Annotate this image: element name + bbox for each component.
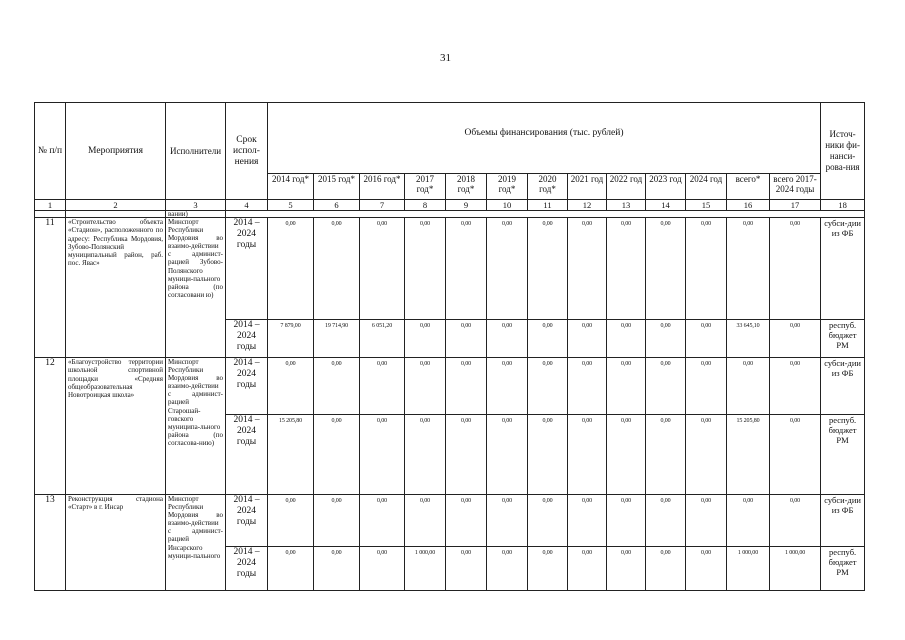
value-cell: 0,00 xyxy=(686,358,727,415)
header-total-range: всего 2017-2024 годы xyxy=(770,174,821,200)
value-cell: 0,00 xyxy=(646,415,686,495)
header-num: № п/п xyxy=(35,103,66,200)
source-cell: респуб. бюджет РМ xyxy=(821,320,865,358)
value-cell: 0,00 xyxy=(487,547,528,591)
value-cell: 0,00 xyxy=(686,218,727,320)
header-year: 2023 год xyxy=(646,174,686,200)
value-cell: 1 000,00 xyxy=(770,547,821,591)
value-cell: 0,00 xyxy=(446,547,487,591)
executor-cell: Минспорт Республики Мордовия во взаимо-действии с админист-рацией Старошай-говского муниципа-льного района (по согласова-нию) xyxy=(166,358,226,495)
value-cell: 0,00 xyxy=(314,218,360,320)
value-cell: 0,00 xyxy=(446,218,487,320)
measure-cell: «Строительство объекта «Стадион», расположенного по адресу: Республика Мордовия, Зубово-Полянский муниципальный район, раб. пос. Явас» xyxy=(66,218,166,358)
header-measures: Мероприятия xyxy=(66,103,166,200)
value-cell: 0,00 xyxy=(405,218,446,320)
executor-cell: Минспорт Республики Мордовия во взаимо-действии с админист-рацией Зубово-Полянского муници-пального района (по согласовани ю) xyxy=(166,218,226,358)
value-cell: 0,00 xyxy=(446,358,487,415)
value-cell: 0,00 xyxy=(568,495,607,547)
column-number: 13 xyxy=(607,200,646,211)
value-cell: 0,00 xyxy=(607,218,646,320)
value-cell: 0,00 xyxy=(607,495,646,547)
value-cell: 0,00 xyxy=(686,547,727,591)
value-cell: 33 645,10 xyxy=(727,320,770,358)
column-number: 10 xyxy=(487,200,528,211)
value-cell: 0,00 xyxy=(360,547,405,591)
value-cell: 1 000,00 xyxy=(405,547,446,591)
value-cell: 0,00 xyxy=(646,320,686,358)
header-year: 2020 год* xyxy=(528,174,568,200)
value-cell: 0,00 xyxy=(268,218,314,320)
value-cell: 0,00 xyxy=(528,358,568,415)
header-executors: Исполнители xyxy=(166,103,226,200)
header-year: 2016 год* xyxy=(360,174,405,200)
value-cell: 0,00 xyxy=(314,495,360,547)
column-number: 9 xyxy=(446,200,487,211)
column-number: 1 xyxy=(35,200,66,211)
value-cell: 6 051,20 xyxy=(360,320,405,358)
source-cell: респуб. бюджет РМ xyxy=(821,547,865,591)
header-volumes: Объемы финансирования (тыс. рублей) xyxy=(268,103,821,174)
value-cell: 7 879,00 xyxy=(268,320,314,358)
table-row xyxy=(35,495,865,547)
header-year: 2021 год xyxy=(568,174,607,200)
value-cell: 0,00 xyxy=(770,358,821,415)
value-cell: 0,00 xyxy=(487,320,528,358)
header-term: Срок испол-нения xyxy=(226,103,268,200)
value-cell: 0,00 xyxy=(314,415,360,495)
value-cell: 0,00 xyxy=(727,358,770,415)
value-cell: 0,00 xyxy=(528,320,568,358)
column-number: 8 xyxy=(405,200,446,211)
row-number: 13 xyxy=(35,495,66,591)
row-number: 11 xyxy=(35,218,66,358)
column-number: 6 xyxy=(314,200,360,211)
value-cell: 0,00 xyxy=(314,358,360,415)
value-cell: 0,00 xyxy=(607,547,646,591)
value-cell: 0,00 xyxy=(487,495,528,547)
value-cell: 15 205,80 xyxy=(727,415,770,495)
value-cell: 0,00 xyxy=(314,547,360,591)
value-cell: 0,00 xyxy=(607,358,646,415)
value-cell: 0,00 xyxy=(487,358,528,415)
value-cell: 0,00 xyxy=(360,495,405,547)
value-cell: 0,00 xyxy=(528,415,568,495)
value-cell: 0,00 xyxy=(686,415,727,495)
term-cell: 2014 – 2024 годы xyxy=(226,495,268,547)
value-cell: 0,00 xyxy=(770,415,821,495)
value-cell: 0,00 xyxy=(405,495,446,547)
continuation-text: вании) xyxy=(166,211,226,218)
source-cell: субси-дии из ФБ xyxy=(821,495,865,547)
value-cell: 0,00 xyxy=(568,358,607,415)
page-number: 31 xyxy=(440,52,451,64)
financing-table xyxy=(34,102,865,591)
column-number: 2 xyxy=(66,200,166,211)
header-year: 2024 год xyxy=(686,174,727,200)
header-year: 2019 год* xyxy=(487,174,528,200)
value-cell: 0,00 xyxy=(646,358,686,415)
column-number: 14 xyxy=(646,200,686,211)
term-cell: 2014 – 2024 годы xyxy=(226,547,268,591)
value-cell: 0,00 xyxy=(770,320,821,358)
row-number: 12 xyxy=(35,358,66,495)
header-year: 2018 год* xyxy=(446,174,487,200)
column-number: 15 xyxy=(686,200,727,211)
header-year: 2017 год* xyxy=(405,174,446,200)
source-cell: субси-дии из ФБ xyxy=(821,218,865,320)
value-cell: 0,00 xyxy=(446,320,487,358)
value-cell: 0,00 xyxy=(568,547,607,591)
value-cell: 0,00 xyxy=(360,218,405,320)
column-number: 4 xyxy=(226,200,268,211)
value-cell: 0,00 xyxy=(686,320,727,358)
value-cell: 0,00 xyxy=(528,495,568,547)
value-cell: 0,00 xyxy=(528,547,568,591)
executor-cell: Минспорт Республики Мордовия во взаимо-действии с админист-рацией Инсарского муници-пального xyxy=(166,495,226,591)
value-cell: 0,00 xyxy=(487,218,528,320)
value-cell: 0,00 xyxy=(487,415,528,495)
value-cell: 0,00 xyxy=(268,547,314,591)
value-cell: 15 205,80 xyxy=(268,415,314,495)
value-cell: 0,00 xyxy=(568,415,607,495)
header-year: 2015 год* xyxy=(314,174,360,200)
column-number: 12 xyxy=(568,200,607,211)
value-cell: 0,00 xyxy=(446,495,487,547)
term-cell: 2014 – 2024 годы xyxy=(226,415,268,495)
value-cell: 0,00 xyxy=(646,495,686,547)
header-year: 2014 год* xyxy=(268,174,314,200)
value-cell: 0,00 xyxy=(646,547,686,591)
header-total: всего* xyxy=(727,174,770,200)
table-row xyxy=(35,358,865,415)
column-number: 18 xyxy=(821,200,865,211)
value-cell: 0,00 xyxy=(770,218,821,320)
value-cell: 1 000,00 xyxy=(727,547,770,591)
value-cell: 0,00 xyxy=(360,415,405,495)
term-cell: 2014 – 2024 годы xyxy=(226,358,268,415)
value-cell: 0,00 xyxy=(268,358,314,415)
term-cell: 2014 – 2024 годы xyxy=(226,218,268,320)
value-cell: 0,00 xyxy=(568,320,607,358)
value-cell: 0,00 xyxy=(727,495,770,547)
value-cell: 0,00 xyxy=(268,495,314,547)
header-year: 2022 год xyxy=(607,174,646,200)
value-cell: 0,00 xyxy=(446,415,487,495)
value-cell: 19 714,90 xyxy=(314,320,360,358)
column-number: 5 xyxy=(268,200,314,211)
value-cell: 0,00 xyxy=(528,218,568,320)
value-cell: 0,00 xyxy=(405,320,446,358)
column-number: 16 xyxy=(727,200,770,211)
value-cell: 0,00 xyxy=(727,218,770,320)
value-cell: 0,00 xyxy=(770,495,821,547)
source-cell: респуб. бюджет РМ xyxy=(821,415,865,495)
value-cell: 0,00 xyxy=(360,358,405,415)
value-cell: 0,00 xyxy=(405,358,446,415)
measure-cell: «Благоустройство территории школьной спортивной площадки «Средняя общеобразовательная Новотроицкая школа» xyxy=(66,358,166,495)
value-cell: 0,00 xyxy=(607,320,646,358)
column-number: 3 xyxy=(166,200,226,211)
term-cell: 2014 – 2024 годы xyxy=(226,320,268,358)
value-cell: 0,00 xyxy=(686,495,727,547)
value-cell: 0,00 xyxy=(607,415,646,495)
column-number: 17 xyxy=(770,200,821,211)
table-row xyxy=(35,218,865,320)
value-cell: 0,00 xyxy=(568,218,607,320)
value-cell: 0,00 xyxy=(646,218,686,320)
measure-cell: Реконструкция стадиона «Старт» в г. Инсар xyxy=(66,495,166,591)
header-sources: Источ-ники фи-нанси-рова-ния xyxy=(821,103,865,200)
column-number: 11 xyxy=(528,200,568,211)
value-cell: 0,00 xyxy=(405,415,446,495)
column-number: 7 xyxy=(360,200,405,211)
source-cell: субси-дии из ФБ xyxy=(821,358,865,415)
